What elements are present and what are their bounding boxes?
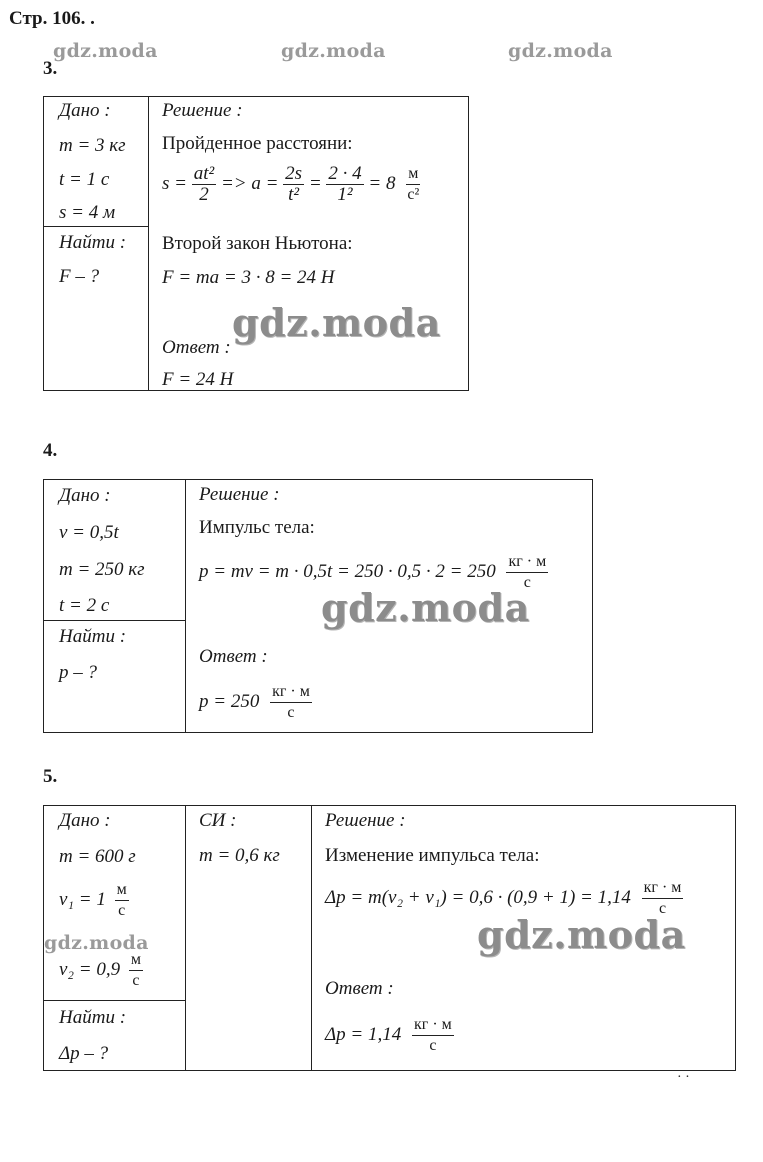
find-item: F – ? — [59, 266, 100, 287]
table-divider — [43, 226, 148, 227]
problem-5-number: 5. — [43, 766, 58, 787]
answer: F = 24 Н — [162, 369, 234, 390]
given-value: v₂ = 0,9 — [59, 958, 121, 980]
denominator: с — [658, 900, 667, 917]
unit-fraction — [406, 164, 420, 205]
eq-part: = 8 — [368, 172, 396, 194]
solution-text: Импульс тела: — [199, 517, 315, 538]
given-label: Дано : — [59, 485, 111, 506]
watermark: gdz.moda — [44, 932, 149, 954]
eq-part: p = mv = m · 0,5t = 250 · 0,5 · 2 = 250 — [199, 560, 496, 582]
denominator: с — [429, 1037, 437, 1054]
watermark: gdz.moda — [321, 585, 530, 630]
answer-value: Δp = 1,14 — [325, 1023, 402, 1045]
eq-part: => a = — [220, 172, 279, 194]
table-divider — [43, 1000, 185, 1001]
equation: F = ma = 3 · 8 = 24 Н — [162, 267, 335, 288]
numerator: 2 · 4 — [328, 163, 362, 184]
given-item: t = 2 с — [59, 595, 110, 616]
answer-label: Ответ : — [325, 978, 394, 999]
numerator: кг · м — [412, 1015, 454, 1036]
solution-label: Решение : — [325, 810, 406, 831]
watermark: gdz.moda — [53, 40, 158, 62]
denominator: t² — [288, 184, 300, 205]
numerator: м — [115, 880, 129, 901]
find-label: Найти : — [59, 232, 127, 253]
eq-part: = — [308, 172, 322, 194]
eq-part: Δp = m(v₂ + v₁) = 0,6 · (0,9 + 1) = 1,14 — [325, 886, 631, 908]
answer — [325, 1015, 454, 1056]
find-label: Найти : — [59, 1007, 127, 1028]
answer — [199, 682, 312, 723]
equation — [162, 164, 420, 205]
find-item: p – ? — [59, 662, 97, 683]
watermark: gdz.moda — [508, 40, 613, 62]
solution-text: Пройденное расстояни: — [162, 133, 353, 154]
unit-fraction — [115, 880, 129, 921]
problem-4-number: 4. — [43, 440, 58, 461]
unit-fraction — [412, 1015, 454, 1056]
given-item: m = 250 кг — [59, 559, 145, 580]
numerator: м — [129, 950, 143, 971]
fraction — [283, 164, 304, 205]
denominator: с — [118, 902, 126, 919]
answer-value: p = 250 — [199, 690, 260, 712]
given-item: v = 0,5t — [59, 522, 119, 543]
eq-part: s = — [162, 172, 187, 194]
given-item — [59, 880, 129, 921]
problem-3-number: 3. — [43, 58, 58, 79]
table-divider — [185, 479, 186, 733]
table-divider — [148, 96, 149, 391]
watermark: gdz.moda — [477, 912, 686, 957]
numerator: 2s — [285, 163, 303, 184]
footer-mark: · · — [677, 1070, 690, 1085]
find-label: Найти : — [59, 626, 127, 647]
given-item: t = 1 с — [59, 169, 110, 190]
page-header: Стр. 106. . — [9, 8, 95, 29]
watermark: gdz.moda — [232, 300, 441, 345]
table-divider — [311, 805, 312, 1071]
numerator: кг · м — [642, 878, 684, 899]
given-label: Дано : — [59, 810, 111, 831]
denominator: с — [287, 704, 295, 721]
solution-label: Решение : — [162, 100, 243, 121]
given-item — [59, 950, 143, 991]
given-item: m = 600 г — [59, 846, 136, 867]
denominator: 1² — [337, 184, 353, 205]
given-item: s = 4 м — [59, 202, 116, 223]
si-value: m = 0,6 кг — [199, 845, 280, 866]
unit-fraction — [270, 682, 312, 723]
table-divider — [185, 805, 186, 1071]
solution-label: Решение : — [199, 484, 280, 505]
watermark: gdz.moda — [281, 40, 386, 62]
numerator: м — [406, 164, 420, 185]
given-label: Дано : — [59, 100, 111, 121]
si-label: СИ : — [199, 810, 237, 831]
find-item: Δp – ? — [59, 1043, 109, 1064]
fraction — [192, 164, 216, 205]
denominator: с² — [407, 186, 420, 203]
denominator: 2 — [199, 184, 209, 205]
denominator: с — [132, 972, 140, 989]
given-value: v₁ = 1 — [59, 888, 106, 910]
given-item: m = 3 кг — [59, 135, 126, 156]
answer-label: Ответ : — [199, 646, 268, 667]
denominator: с — [523, 574, 531, 591]
numerator: кг · м — [270, 682, 312, 703]
numerator: кг · м — [506, 552, 548, 573]
solution-text: Изменение импульса тела: — [325, 845, 540, 866]
fraction — [326, 164, 363, 205]
solution-text: Второй закон Ньютона: — [162, 233, 353, 254]
numerator: at² — [193, 163, 215, 184]
unit-fraction — [129, 950, 143, 991]
answer-label: Ответ : — [162, 337, 231, 358]
table-divider — [43, 620, 185, 621]
